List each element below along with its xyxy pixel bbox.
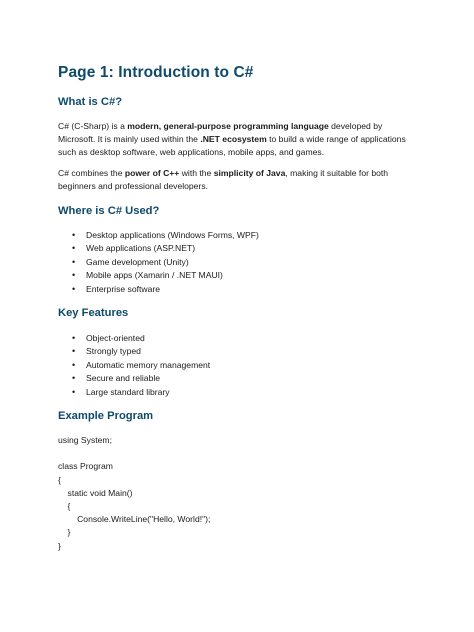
- list-item: • Strongly typed: [58, 345, 210, 358]
- list-item: • Object-oriented: [58, 332, 210, 345]
- code-line: {: [58, 501, 71, 511]
- list-item: • Automatic memory management: [58, 359, 210, 372]
- code-line: {: [58, 474, 61, 485]
- code-line: Console.WriteLine("Hello, World!");: [58, 514, 211, 525]
- heading-what-is-csharp: What is C#?: [58, 96, 123, 108]
- code-line: class Program: [58, 461, 113, 472]
- text-run: with the: [179, 168, 214, 178]
- page-title: Page 1: Introduction to C#: [58, 64, 254, 81]
- text-run: , making it suitable for both beginners and professional developers.: [58, 168, 389, 192]
- text-run: developed by Microsoft. It is mainly used within the: [58, 121, 383, 145]
- code-line: }: [58, 527, 71, 538]
- paragraph-intro: [58, 120, 418, 160]
- code-line: static void Main(): [58, 487, 133, 498]
- bold-run: simplicity of Java: [213, 168, 286, 178]
- features-list: [58, 332, 210, 399]
- code-line: using System;: [58, 435, 112, 445]
- text-run: C# (C-Sharp) is a: [58, 121, 128, 131]
- list-item: • Mobile apps (Xamarin / .NET MAUI): [58, 269, 259, 282]
- text-run: C# combines the: [58, 168, 125, 178]
- code-line: }: [58, 540, 61, 551]
- code-block: [58, 434, 210, 553]
- bold-run: power of C++: [124, 168, 180, 178]
- code-line: [58, 447, 210, 460]
- list-item: • Game development (Unity): [58, 256, 259, 269]
- paragraph-comparison: [58, 167, 418, 193]
- list-item: • Large standard library: [58, 386, 210, 399]
- bold-run: modern, general-purpose programming language: [127, 121, 329, 131]
- list-item: • Secure and reliable: [58, 372, 210, 385]
- bold-run: .NET ecosystem: [200, 134, 267, 145]
- usage-list: [58, 229, 259, 296]
- text-run: to build a wide range of applications such as desktop software, web applications, mobile apps, and games.: [58, 134, 406, 158]
- heading-example-program: Example Program: [58, 410, 154, 422]
- list-item: • Desktop applications (Windows Forms, WPF): [58, 229, 259, 242]
- list-item: • Enterprise software: [58, 283, 259, 296]
- heading-key-features: Key Features: [58, 307, 129, 319]
- heading-where-used: Where is C# Used?: [58, 205, 160, 217]
- list-item: • Web applications (ASP.NET): [58, 242, 259, 255]
